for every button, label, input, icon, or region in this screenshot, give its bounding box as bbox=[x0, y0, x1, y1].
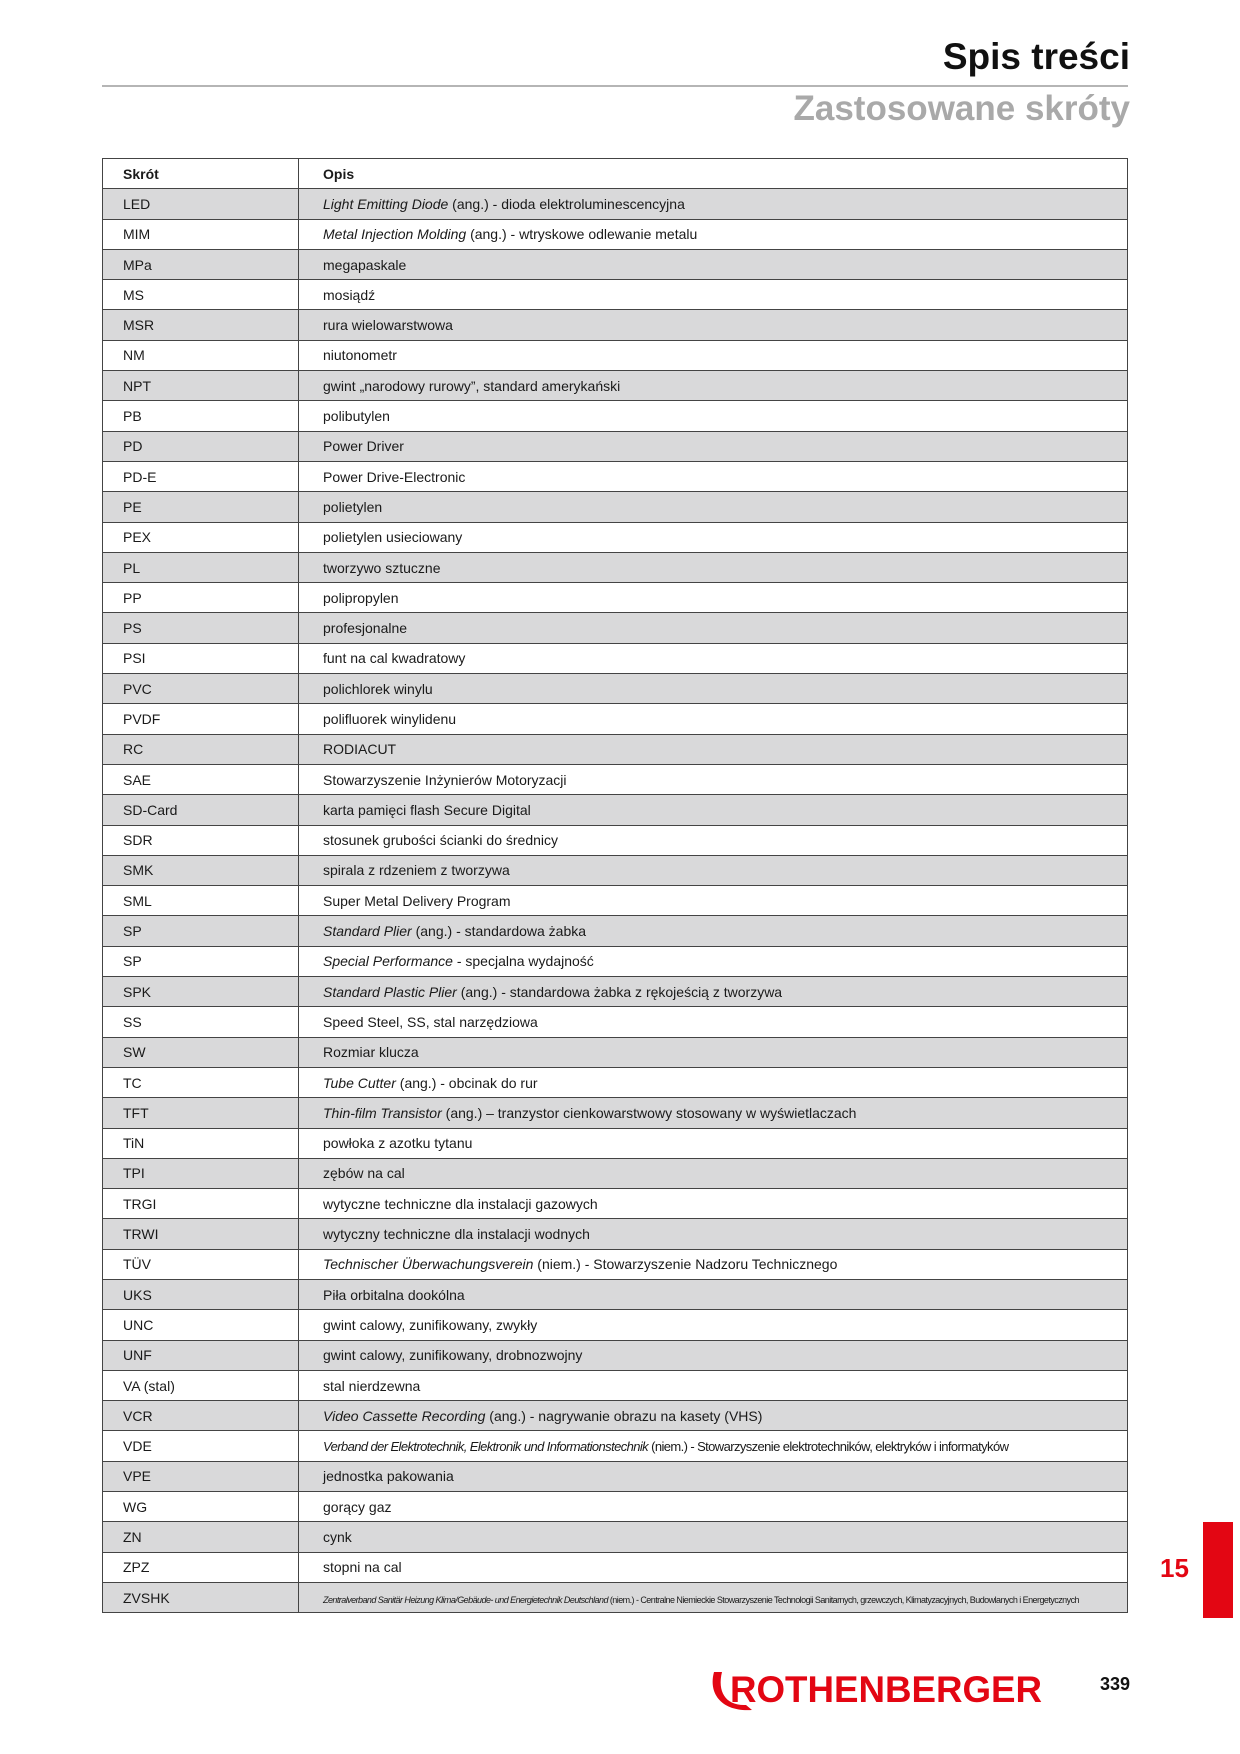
description-term-italic: Light Emitting Diode bbox=[323, 195, 449, 212]
description-cell bbox=[299, 1098, 1128, 1128]
table-row bbox=[103, 1310, 1128, 1340]
abbreviation-cell: UKS bbox=[103, 1279, 299, 1309]
description-text-plain: (niem.) - Stowarzyszenie Nadzoru Technicznego bbox=[533, 1256, 838, 1273]
abbreviation-cell: TC bbox=[103, 1067, 299, 1097]
description-text-plain: jednostka pakowania bbox=[323, 1468, 454, 1485]
abbreviation-cell: WG bbox=[103, 1492, 299, 1522]
description-cell bbox=[299, 1340, 1128, 1370]
description-text-plain: gwint calowy, zunifikowany, zwykły bbox=[323, 1316, 538, 1333]
description-text-plain: rura wielowarstwowa bbox=[323, 317, 453, 334]
description-text-plain: Speed Steel, SS, stal narzędziowa bbox=[323, 1013, 538, 1030]
description-text-plain: mosiądź bbox=[323, 286, 376, 303]
table-row bbox=[103, 552, 1128, 582]
table-row bbox=[103, 1279, 1128, 1309]
description-text-plain: (ang.) - standardowa żabka bbox=[411, 923, 587, 940]
description-text-plain: (niem.) - Stowarzyszenie elektrotechników, elektryków i informatyków bbox=[648, 1439, 1009, 1455]
description-cell bbox=[299, 1279, 1128, 1309]
table-row bbox=[103, 795, 1128, 825]
description-cell bbox=[299, 613, 1128, 643]
description-cell bbox=[299, 1401, 1128, 1431]
description-text-plain: (ang.) - standardowa żabka z rękojeścią z tworzywa bbox=[456, 983, 783, 1000]
table-row bbox=[103, 219, 1128, 249]
table-row bbox=[103, 189, 1128, 219]
table-row bbox=[103, 1249, 1128, 1279]
description-cell bbox=[299, 401, 1128, 431]
abbreviation-cell: SP bbox=[103, 916, 299, 946]
description-text-plain: stosunek grubości ścianki do średnicy bbox=[323, 832, 559, 849]
abbreviation-cell: SD-Card bbox=[103, 795, 299, 825]
description-text-plain: profesjonalne bbox=[323, 620, 408, 637]
description-text-plain: polipropylen bbox=[323, 589, 399, 606]
description-text-plain: Power Driver bbox=[323, 438, 404, 455]
description-cell bbox=[299, 1189, 1128, 1219]
description-text-plain: Super Metal Delivery Program bbox=[323, 892, 511, 909]
table-row bbox=[103, 583, 1128, 613]
column-header-abbr: Skrót bbox=[103, 159, 299, 189]
description-cell bbox=[299, 734, 1128, 764]
description-text-plain: zębów na cal bbox=[323, 1165, 405, 1182]
table-row bbox=[103, 1158, 1128, 1188]
description-text-plain: megapaskale bbox=[323, 256, 407, 273]
description-term-italic: Metal Injection Molding bbox=[323, 226, 467, 243]
table-row bbox=[103, 1189, 1128, 1219]
table-row bbox=[103, 1461, 1128, 1491]
description-cell bbox=[299, 825, 1128, 855]
description-term-italic: Tube Cutter bbox=[323, 1074, 396, 1091]
description-text-plain: (ang.) – tranzystor cienkowarstwowy stosowany w wyświetlaczach bbox=[441, 1104, 857, 1121]
description-cell bbox=[299, 431, 1128, 461]
description-term-italic: Zentralverband Sanitär Heizung Klima/Gebäude- und Energietechnik Deutschland bbox=[323, 1594, 608, 1605]
table-row bbox=[103, 1007, 1128, 1037]
abbreviation-cell: PVDF bbox=[103, 704, 299, 734]
description-cell bbox=[299, 1067, 1128, 1097]
description-cell bbox=[299, 219, 1128, 249]
description-text-plain: wytyczne techniczne dla instalacji gazowych bbox=[323, 1195, 598, 1212]
table-row bbox=[103, 1370, 1128, 1400]
description-cell bbox=[299, 189, 1128, 219]
abbreviation-cell: VCR bbox=[103, 1401, 299, 1431]
abbreviation-cell: PEX bbox=[103, 522, 299, 552]
abbreviation-cell: PVC bbox=[103, 674, 299, 704]
abbreviation-cell: PP bbox=[103, 583, 299, 613]
table-row bbox=[103, 1431, 1128, 1461]
description-text-plain: (ang.) - dioda elektroluminescencyjna bbox=[448, 195, 685, 212]
description-cell bbox=[299, 855, 1128, 885]
abbreviation-cell: TRGI bbox=[103, 1189, 299, 1219]
description-term-italic: Verband der Elektrotechnik, Elektronik und Informationstechnik bbox=[323, 1439, 649, 1455]
abbreviation-cell: MS bbox=[103, 280, 299, 310]
description-text-plain: (ang.) - nagrywanie obrazu na kasety (VHS) bbox=[485, 1407, 763, 1424]
table-row bbox=[103, 1067, 1128, 1097]
description-text-plain: Power Drive-Electronic bbox=[323, 468, 466, 485]
description-text-plain: Stowarzyszenie Inżynierów Motoryzacji bbox=[323, 771, 567, 788]
page-number: 339 bbox=[1099, 1674, 1130, 1694]
description-cell bbox=[299, 461, 1128, 491]
table-body bbox=[103, 189, 1128, 1613]
table-row bbox=[103, 674, 1128, 704]
table-row bbox=[103, 340, 1128, 370]
table-row bbox=[103, 1037, 1128, 1067]
page-title: Spis treści bbox=[942, 36, 1130, 77]
description-text-plain: cynk bbox=[323, 1529, 352, 1545]
description-text-plain: Rozmiar klucza bbox=[323, 1044, 419, 1061]
abbreviation-cell: PL bbox=[103, 552, 299, 582]
abbreviations-table bbox=[102, 158, 1128, 1613]
abbreviation-cell: RC bbox=[103, 734, 299, 764]
description-text-plain: Piła orbitalna dookólna bbox=[323, 1286, 465, 1303]
description-term-italic: Technischer Überwachungsverein bbox=[323, 1256, 534, 1273]
page-subtitle: Zastosowane skróty bbox=[793, 89, 1130, 128]
table-row bbox=[103, 401, 1128, 431]
description-cell bbox=[299, 643, 1128, 673]
description-cell bbox=[299, 522, 1128, 552]
abbreviation-cell: TPI bbox=[103, 1158, 299, 1188]
description-cell bbox=[299, 340, 1128, 370]
description-cell bbox=[299, 946, 1128, 976]
abbreviation-cell: UNF bbox=[103, 1340, 299, 1370]
description-text-plain: polichlorek winylu bbox=[323, 680, 433, 697]
abbreviation-cell: PD-E bbox=[103, 461, 299, 491]
description-cell bbox=[299, 1007, 1128, 1037]
table-row bbox=[103, 310, 1128, 340]
table-row bbox=[103, 977, 1128, 1007]
description-cell bbox=[299, 1219, 1128, 1249]
description-term-italic: Thin-film Transistor bbox=[323, 1104, 442, 1121]
description-text-plain: (ang.) - wtryskowe odlewanie metalu bbox=[466, 226, 698, 243]
header-divider bbox=[102, 85, 1128, 87]
table-row bbox=[103, 825, 1128, 855]
description-term-italic: Special Performance bbox=[323, 953, 453, 970]
table-row bbox=[103, 1128, 1128, 1158]
table-row bbox=[103, 855, 1128, 885]
table-row bbox=[103, 1219, 1128, 1249]
abbreviation-cell: SP bbox=[103, 946, 299, 976]
description-cell bbox=[299, 1310, 1128, 1340]
logo-wordmark: ROTHENBERGER bbox=[730, 1669, 1042, 1710]
table-row bbox=[103, 461, 1128, 491]
description-text-plain: powłoka z azotku tytanu bbox=[323, 1135, 473, 1152]
description-cell bbox=[299, 1249, 1128, 1279]
table-row bbox=[103, 704, 1128, 734]
abbreviation-cell: PB bbox=[103, 401, 299, 431]
table-row bbox=[103, 1492, 1128, 1522]
table-row bbox=[103, 249, 1128, 279]
description-cell bbox=[299, 552, 1128, 582]
abbreviation-cell: NM bbox=[103, 340, 299, 370]
table-row bbox=[103, 522, 1128, 552]
abbreviation-cell: SAE bbox=[103, 764, 299, 794]
table-row bbox=[103, 643, 1128, 673]
description-text-plain: (niem.) - Centralne Niemieckie Stowarzyszenie Technologii Sanitarnych, grzewczych, Klimatyzacyjnych, Budowlanych i Energetycznych bbox=[607, 1594, 1079, 1605]
description-cell bbox=[299, 280, 1128, 310]
abbreviation-cell: VPE bbox=[103, 1461, 299, 1491]
description-text bbox=[323, 1595, 1079, 1605]
abbreviation-cell: SML bbox=[103, 886, 299, 916]
description-cell bbox=[299, 1552, 1128, 1582]
description-cell bbox=[299, 371, 1128, 401]
description-text-plain: gwint calowy, zunifikowany, drobnozwojny bbox=[323, 1347, 583, 1364]
description-text-plain: gorący gaz bbox=[323, 1498, 392, 1515]
description-cell bbox=[299, 1492, 1128, 1522]
abbreviation-cell: TiN bbox=[103, 1128, 299, 1158]
description-cell bbox=[299, 249, 1128, 279]
table-row bbox=[103, 1582, 1128, 1612]
description-cell bbox=[299, 1158, 1128, 1188]
table-row bbox=[103, 371, 1128, 401]
description-cell bbox=[299, 583, 1128, 613]
abbreviation-cell: LED bbox=[103, 189, 299, 219]
description-cell bbox=[299, 1522, 1128, 1552]
description-cell bbox=[299, 764, 1128, 794]
description-cell bbox=[299, 1431, 1128, 1461]
abbreviation-cell: ZVSHK bbox=[103, 1582, 299, 1612]
abbreviation-cell: PD bbox=[103, 431, 299, 461]
description-text-plain: polibutylen bbox=[323, 408, 390, 425]
abbreviation-cell: SMK bbox=[103, 855, 299, 885]
table-row bbox=[103, 734, 1128, 764]
description-term-italic: Video Cassette Recording bbox=[323, 1407, 486, 1424]
description-text-plain: spirala z rdzeniem z tworzywa bbox=[323, 862, 510, 879]
abbreviation-cell: MPa bbox=[103, 249, 299, 279]
table-row bbox=[103, 613, 1128, 643]
abbreviation-cell: SDR bbox=[103, 825, 299, 855]
abbreviation-cell: PS bbox=[103, 613, 299, 643]
table-row bbox=[103, 886, 1128, 916]
description-text-plain: stopni na cal bbox=[323, 1559, 402, 1576]
description-cell bbox=[299, 795, 1128, 825]
description-text-plain: niutonometr bbox=[323, 347, 397, 364]
table-row bbox=[103, 1401, 1128, 1431]
description-cell bbox=[299, 916, 1128, 946]
table-header-row bbox=[103, 159, 1128, 189]
description-term-italic: Standard Plier bbox=[323, 923, 412, 940]
abbreviation-cell: TRWI bbox=[103, 1219, 299, 1249]
abbreviation-cell: UNC bbox=[103, 1310, 299, 1340]
table-row bbox=[103, 1340, 1128, 1370]
table-row bbox=[103, 1522, 1128, 1552]
description-text-plain: polietylen usieciowany bbox=[323, 529, 463, 546]
description-text-plain: polietylen bbox=[323, 498, 383, 515]
description-text-plain: karta pamięci flash Secure Digital bbox=[323, 801, 531, 818]
abbreviation-cell: PSI bbox=[103, 643, 299, 673]
abbreviation-cell: MIM bbox=[103, 219, 299, 249]
table-row bbox=[103, 431, 1128, 461]
table-row bbox=[103, 1552, 1128, 1582]
description-term-italic: Standard Plastic Plier bbox=[323, 983, 457, 1000]
description-text-plain: stal nierdzewna bbox=[323, 1377, 421, 1394]
description-cell bbox=[299, 674, 1128, 704]
description-cell bbox=[299, 1128, 1128, 1158]
description-text-plain: RODIACUT bbox=[323, 741, 397, 758]
column-header-desc: Opis bbox=[299, 159, 1128, 189]
description-cell bbox=[299, 1370, 1128, 1400]
description-cell bbox=[299, 886, 1128, 916]
description-cell bbox=[299, 1582, 1128, 1612]
abbreviation-cell: PE bbox=[103, 492, 299, 522]
description-text-plain: (ang.) - obcinak do rur bbox=[395, 1074, 538, 1091]
description-cell bbox=[299, 492, 1128, 522]
abbreviation-cell: SW bbox=[103, 1037, 299, 1067]
description-text-plain: polifluorek winylidenu bbox=[323, 710, 457, 727]
description-text-plain: tworzywo sztuczne bbox=[323, 559, 441, 576]
table-row bbox=[103, 1098, 1128, 1128]
description-text-plain: - specjalna wydajność bbox=[452, 953, 594, 970]
description-cell bbox=[299, 310, 1128, 340]
chapter-number: 15 bbox=[1160, 1553, 1189, 1583]
description-text-plain: gwint „narodowy rurowy”, standard amerykański bbox=[323, 377, 621, 394]
description-cell bbox=[299, 704, 1128, 734]
abbreviation-cell: VA (stal) bbox=[103, 1370, 299, 1400]
abbreviation-cell: TÜV bbox=[103, 1249, 299, 1279]
abbreviation-cell: MSR bbox=[103, 310, 299, 340]
abbreviation-cell: SS bbox=[103, 1007, 299, 1037]
abbreviation-cell: NPT bbox=[103, 371, 299, 401]
description-text bbox=[323, 1439, 1008, 1454]
table-row bbox=[103, 280, 1128, 310]
description-cell bbox=[299, 977, 1128, 1007]
abbreviation-cell: SPK bbox=[103, 977, 299, 1007]
table-row bbox=[103, 764, 1128, 794]
description-text-plain: wytyczny techniczne dla instalacji wodnych bbox=[323, 1226, 590, 1243]
abbreviation-cell: TFT bbox=[103, 1098, 299, 1128]
abbreviation-cell: VDE bbox=[103, 1431, 299, 1461]
abbreviation-cell: ZPZ bbox=[103, 1552, 299, 1582]
table-row bbox=[103, 492, 1128, 522]
table-row bbox=[103, 946, 1128, 976]
description-cell bbox=[299, 1461, 1128, 1491]
description-cell bbox=[299, 1037, 1128, 1067]
rothenberger-logo bbox=[700, 1660, 1070, 1718]
chapter-side-tab bbox=[1203, 1522, 1233, 1618]
description-text-plain: funt na cal kwadratowy bbox=[323, 650, 466, 667]
table-row bbox=[103, 916, 1128, 946]
abbreviation-cell: ZN bbox=[103, 1522, 299, 1552]
